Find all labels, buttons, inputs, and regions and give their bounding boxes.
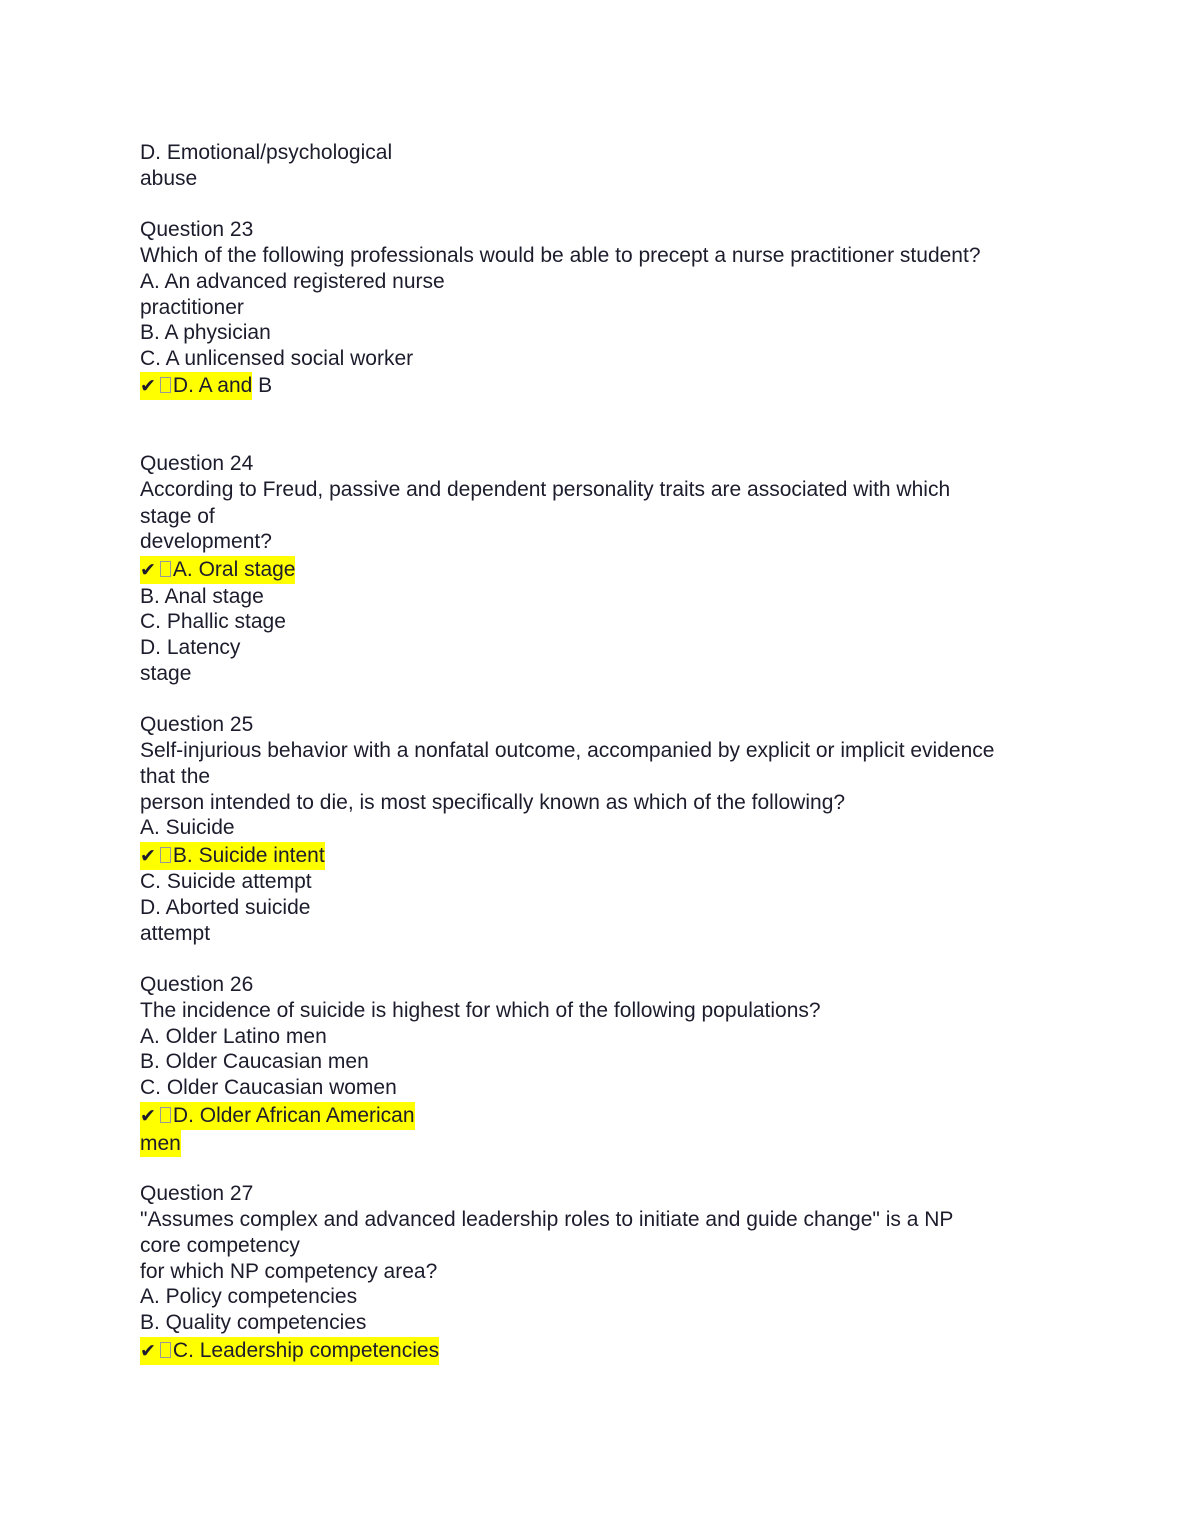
missing-glyph-icon [160, 561, 171, 577]
answer-text: D. A and [172, 374, 253, 397]
option-text: D. Aborted suicide [140, 896, 311, 919]
correct-answer [140, 1102, 415, 1128]
highlight [140, 372, 252, 400]
answer-text: B. Suicide intent [172, 844, 325, 867]
question-stem: Self-injurious behavior with a nonfatal outcome, accompanied by explicit or implicit evidence [140, 739, 995, 762]
checkmark-icon: ✔ [140, 375, 156, 397]
question-title: Question 25 [140, 713, 254, 736]
option-text: B. Older Caucasian men [140, 1050, 369, 1073]
question-title: Question 23 [140, 218, 254, 241]
missing-glyph-icon [160, 377, 171, 393]
option-text: C. Phallic stage [140, 610, 286, 633]
question-stem: for which NP competency area? [140, 1260, 438, 1283]
question-stem: "Assumes complex and advanced leadership roles to initiate and guide change" is a NP [140, 1208, 954, 1231]
correct-answer [140, 372, 272, 398]
option-text: A. Older Latino men [140, 1025, 327, 1048]
option-text: B. Quality competencies [140, 1311, 367, 1334]
correct-answer-continuation [140, 1130, 181, 1156]
highlight [140, 556, 295, 584]
question-title: Question 26 [140, 973, 254, 996]
correct-answer [140, 1337, 439, 1363]
option-text: A. Suicide [140, 816, 235, 839]
question-stem: stage of [140, 505, 215, 528]
checkmark-icon: ✔ [140, 1105, 156, 1127]
question-title: Question 27 [140, 1182, 254, 1205]
checkmark-icon: ✔ [140, 845, 156, 867]
option-text: A. Policy competencies [140, 1285, 358, 1308]
answer-text: C. Leadership competencies [172, 1339, 440, 1362]
option-text: abuse [140, 167, 198, 190]
option-text: stage [140, 662, 192, 685]
option-text: B. Anal stage [140, 585, 264, 608]
correct-answer [140, 842, 325, 868]
answer-text: A. Oral stage [172, 558, 296, 581]
option-text: C. A unlicensed social worker [140, 347, 414, 370]
option-text: A. An advanced registered nurse [140, 270, 445, 293]
question-stem: development? [140, 530, 272, 553]
option-text: D. Latency [140, 636, 241, 659]
answer-text: D. Older African American [172, 1104, 415, 1127]
question-stem: that the [140, 765, 211, 788]
question-stem: core competency [140, 1234, 300, 1257]
option-text: C. Suicide attempt [140, 870, 312, 893]
answer-text-rest: B [252, 374, 273, 397]
missing-glyph-icon [160, 1107, 171, 1123]
missing-glyph-icon [160, 1342, 171, 1358]
question-stem: The incidence of suicide is highest for which of the following populations? [140, 999, 821, 1022]
highlight [140, 842, 325, 870]
question-title: Question 24 [140, 452, 254, 475]
checkmark-icon: ✔ [140, 559, 156, 581]
question-stem: Which of the following professionals would be able to precept a nurse practitioner student? [140, 244, 981, 267]
correct-answer [140, 556, 295, 582]
answer-text: men [140, 1132, 181, 1155]
missing-glyph-icon [160, 847, 171, 863]
highlight [140, 1337, 439, 1365]
question-stem: According to Freud, passive and dependent personality traits are associated with which [140, 478, 951, 501]
option-text: practitioner [140, 296, 244, 319]
option-text: D. Emotional/psychological [140, 141, 393, 164]
question-stem: person intended to die, is most specifically known as which of the following? [140, 791, 846, 814]
highlight [140, 1102, 415, 1130]
option-text: C. Older Caucasian women [140, 1076, 397, 1099]
checkmark-icon: ✔ [140, 1340, 156, 1362]
option-text: attempt [140, 922, 211, 945]
option-text: B. A physician [140, 321, 271, 344]
